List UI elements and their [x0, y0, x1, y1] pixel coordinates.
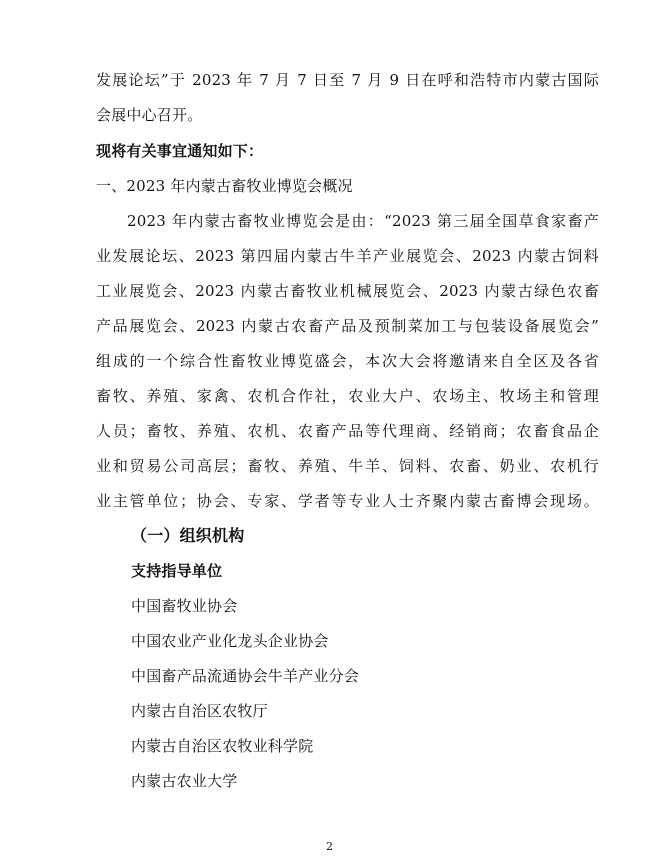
paragraph-line: 产品展览会、2023 内蒙古农畜产品及预制菜加工与包装设备展览会”	[96, 317, 599, 335]
list-item: 内蒙古农业大学	[131, 772, 238, 790]
paragraph-line: 业发展论坛、2023 第四届内蒙古牛羊产业展览会、2023 内蒙古饲料	[96, 247, 599, 265]
intro-statement: 现将有关事宜通知如下：	[96, 142, 264, 160]
section-heading-2: （一）组织机构	[131, 526, 245, 545]
list-item: 中国农业产业化龙头企业协会	[131, 632, 329, 650]
section-heading-1: 一、2023 年内蒙古畜牧业博览会概况	[96, 177, 353, 195]
paragraph-line: 畜牧、养殖、家禽、农机合作社，农业大户、农场主、牧场主和管理	[96, 387, 599, 405]
paragraph-line: 业和贸易公司高层；畜牧、养殖、牛羊、饲料、农畜、奶业、农机行	[96, 457, 599, 475]
list-item: 内蒙古自治区农牧业科学院	[131, 737, 314, 755]
page-number: 2	[326, 840, 333, 853]
paragraph-line: 工业展览会、2023 内蒙古畜牧业机械展览会、2023 内蒙古绿色农畜	[96, 282, 599, 300]
list-item: 中国畜牧业协会	[131, 597, 238, 615]
paragraph-line: 组成的一个综合性畜牧业博览盛会，本次大会将邀请来自全区及各省	[96, 352, 599, 370]
paragraph-line: 业主管单位；协会、专家、学者等专业人士齐聚内蒙古畜博会现场。	[96, 492, 599, 510]
list-item: 中国畜产品流通协会牛羊产业分会	[131, 667, 360, 685]
paragraph-line: 人员；畜牧、养殖、农机、农畜产品等代理商、经销商；农畜食品企	[96, 422, 599, 440]
paragraph-line: 2023 年内蒙古畜牧业博览会是由：“2023 第三届全国草食家畜产	[127, 212, 599, 230]
subheading: 支持指导单位	[131, 562, 223, 580]
paragraph-line: 发展论坛”于 2023 年 7 月 7 日至 7 月 9 日在呼和浩特市内蒙古国际	[96, 71, 599, 89]
list-item: 内蒙古自治区农牧厅	[131, 702, 268, 720]
paragraph-line: 会展中心召开。	[96, 106, 203, 124]
